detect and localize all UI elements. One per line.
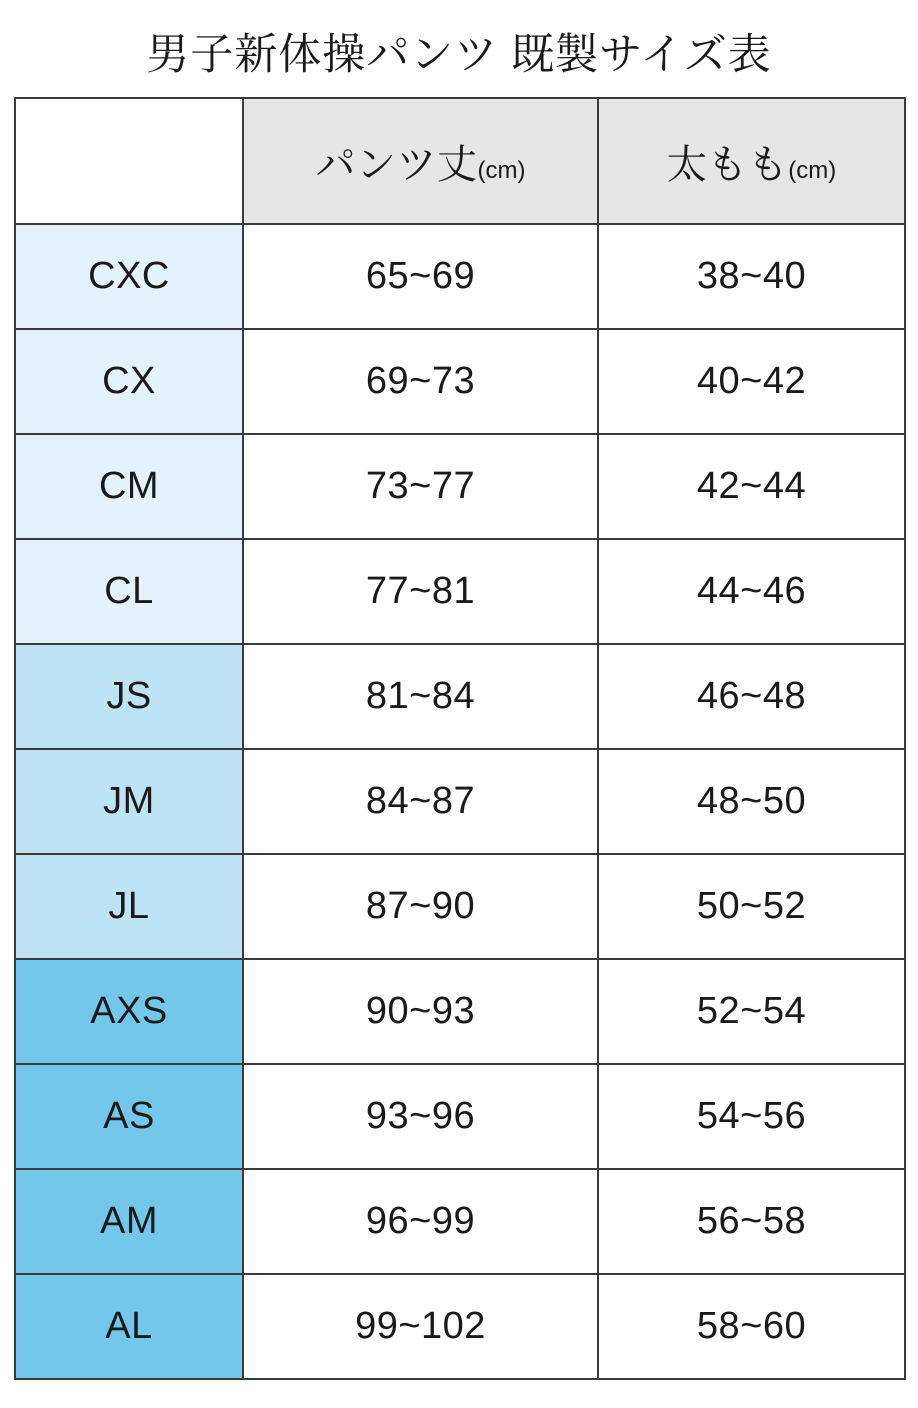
header-thigh [598,98,905,224]
row-thigh-value: 46~48 [598,644,905,749]
row-pants-length-value: 87~90 [243,854,598,959]
row-pants-length-value: 93~96 [243,1064,598,1169]
size-table [14,97,906,1380]
table-row [15,959,905,1064]
table-row [15,854,905,959]
row-thigh-value: 50~52 [598,854,905,959]
row-pants-length-value: 81~84 [243,644,598,749]
header-corner-cell [15,98,243,224]
row-size-label: CL [15,539,243,644]
row-pants-length-value: 73~77 [243,434,598,539]
table-row [15,329,905,434]
header-pants-length-label: パンツ丈 [315,142,478,187]
table-row [15,1274,905,1379]
table-row [15,644,905,749]
table-header-row [15,98,905,224]
row-thigh-value: 56~58 [598,1169,905,1274]
table-container [14,97,904,1380]
row-thigh-value: 54~56 [598,1064,905,1169]
row-thigh-value: 40~42 [598,329,905,434]
row-size-label: JS [15,644,243,749]
table-row [15,1169,905,1274]
row-thigh-value: 52~54 [598,959,905,1064]
table-row [15,434,905,539]
header-thigh-unit: (cm) [788,156,837,184]
table-row [15,1064,905,1169]
header-pants-length-unit: (cm) [477,156,526,184]
table-body [15,224,905,1379]
row-size-label: AXS [15,959,243,1064]
row-thigh-value: 58~60 [598,1274,905,1379]
table-row [15,539,905,644]
row-pants-length-value: 99~102 [243,1274,598,1379]
row-size-label: CX [15,329,243,434]
table-row [15,749,905,854]
header-pants-length [243,98,598,224]
row-pants-length-value: 77~81 [243,539,598,644]
row-pants-length-value: 84~87 [243,749,598,854]
row-size-label: AS [15,1064,243,1169]
row-pants-length-value: 90~93 [243,959,598,1064]
row-thigh-value: 44~46 [598,539,905,644]
row-size-label: CXC [15,224,243,329]
row-size-label: AL [15,1274,243,1379]
row-size-label: AM [15,1169,243,1274]
table-row [15,224,905,329]
page-title: 男子新体操パンツ 既製サイズ表 [146,31,772,79]
table-header [15,98,905,224]
row-thigh-value: 42~44 [598,434,905,539]
row-pants-length-value: 65~69 [243,224,598,329]
row-size-label: JM [15,749,243,854]
row-size-label: CM [15,434,243,539]
row-size-label: JL [15,854,243,959]
row-pants-length-value: 96~99 [243,1169,598,1274]
row-pants-length-value: 69~73 [243,329,598,434]
row-thigh-value: 48~50 [598,749,905,854]
header-thigh-label: 太もも [666,142,789,187]
row-thigh-value: 38~40 [598,224,905,329]
